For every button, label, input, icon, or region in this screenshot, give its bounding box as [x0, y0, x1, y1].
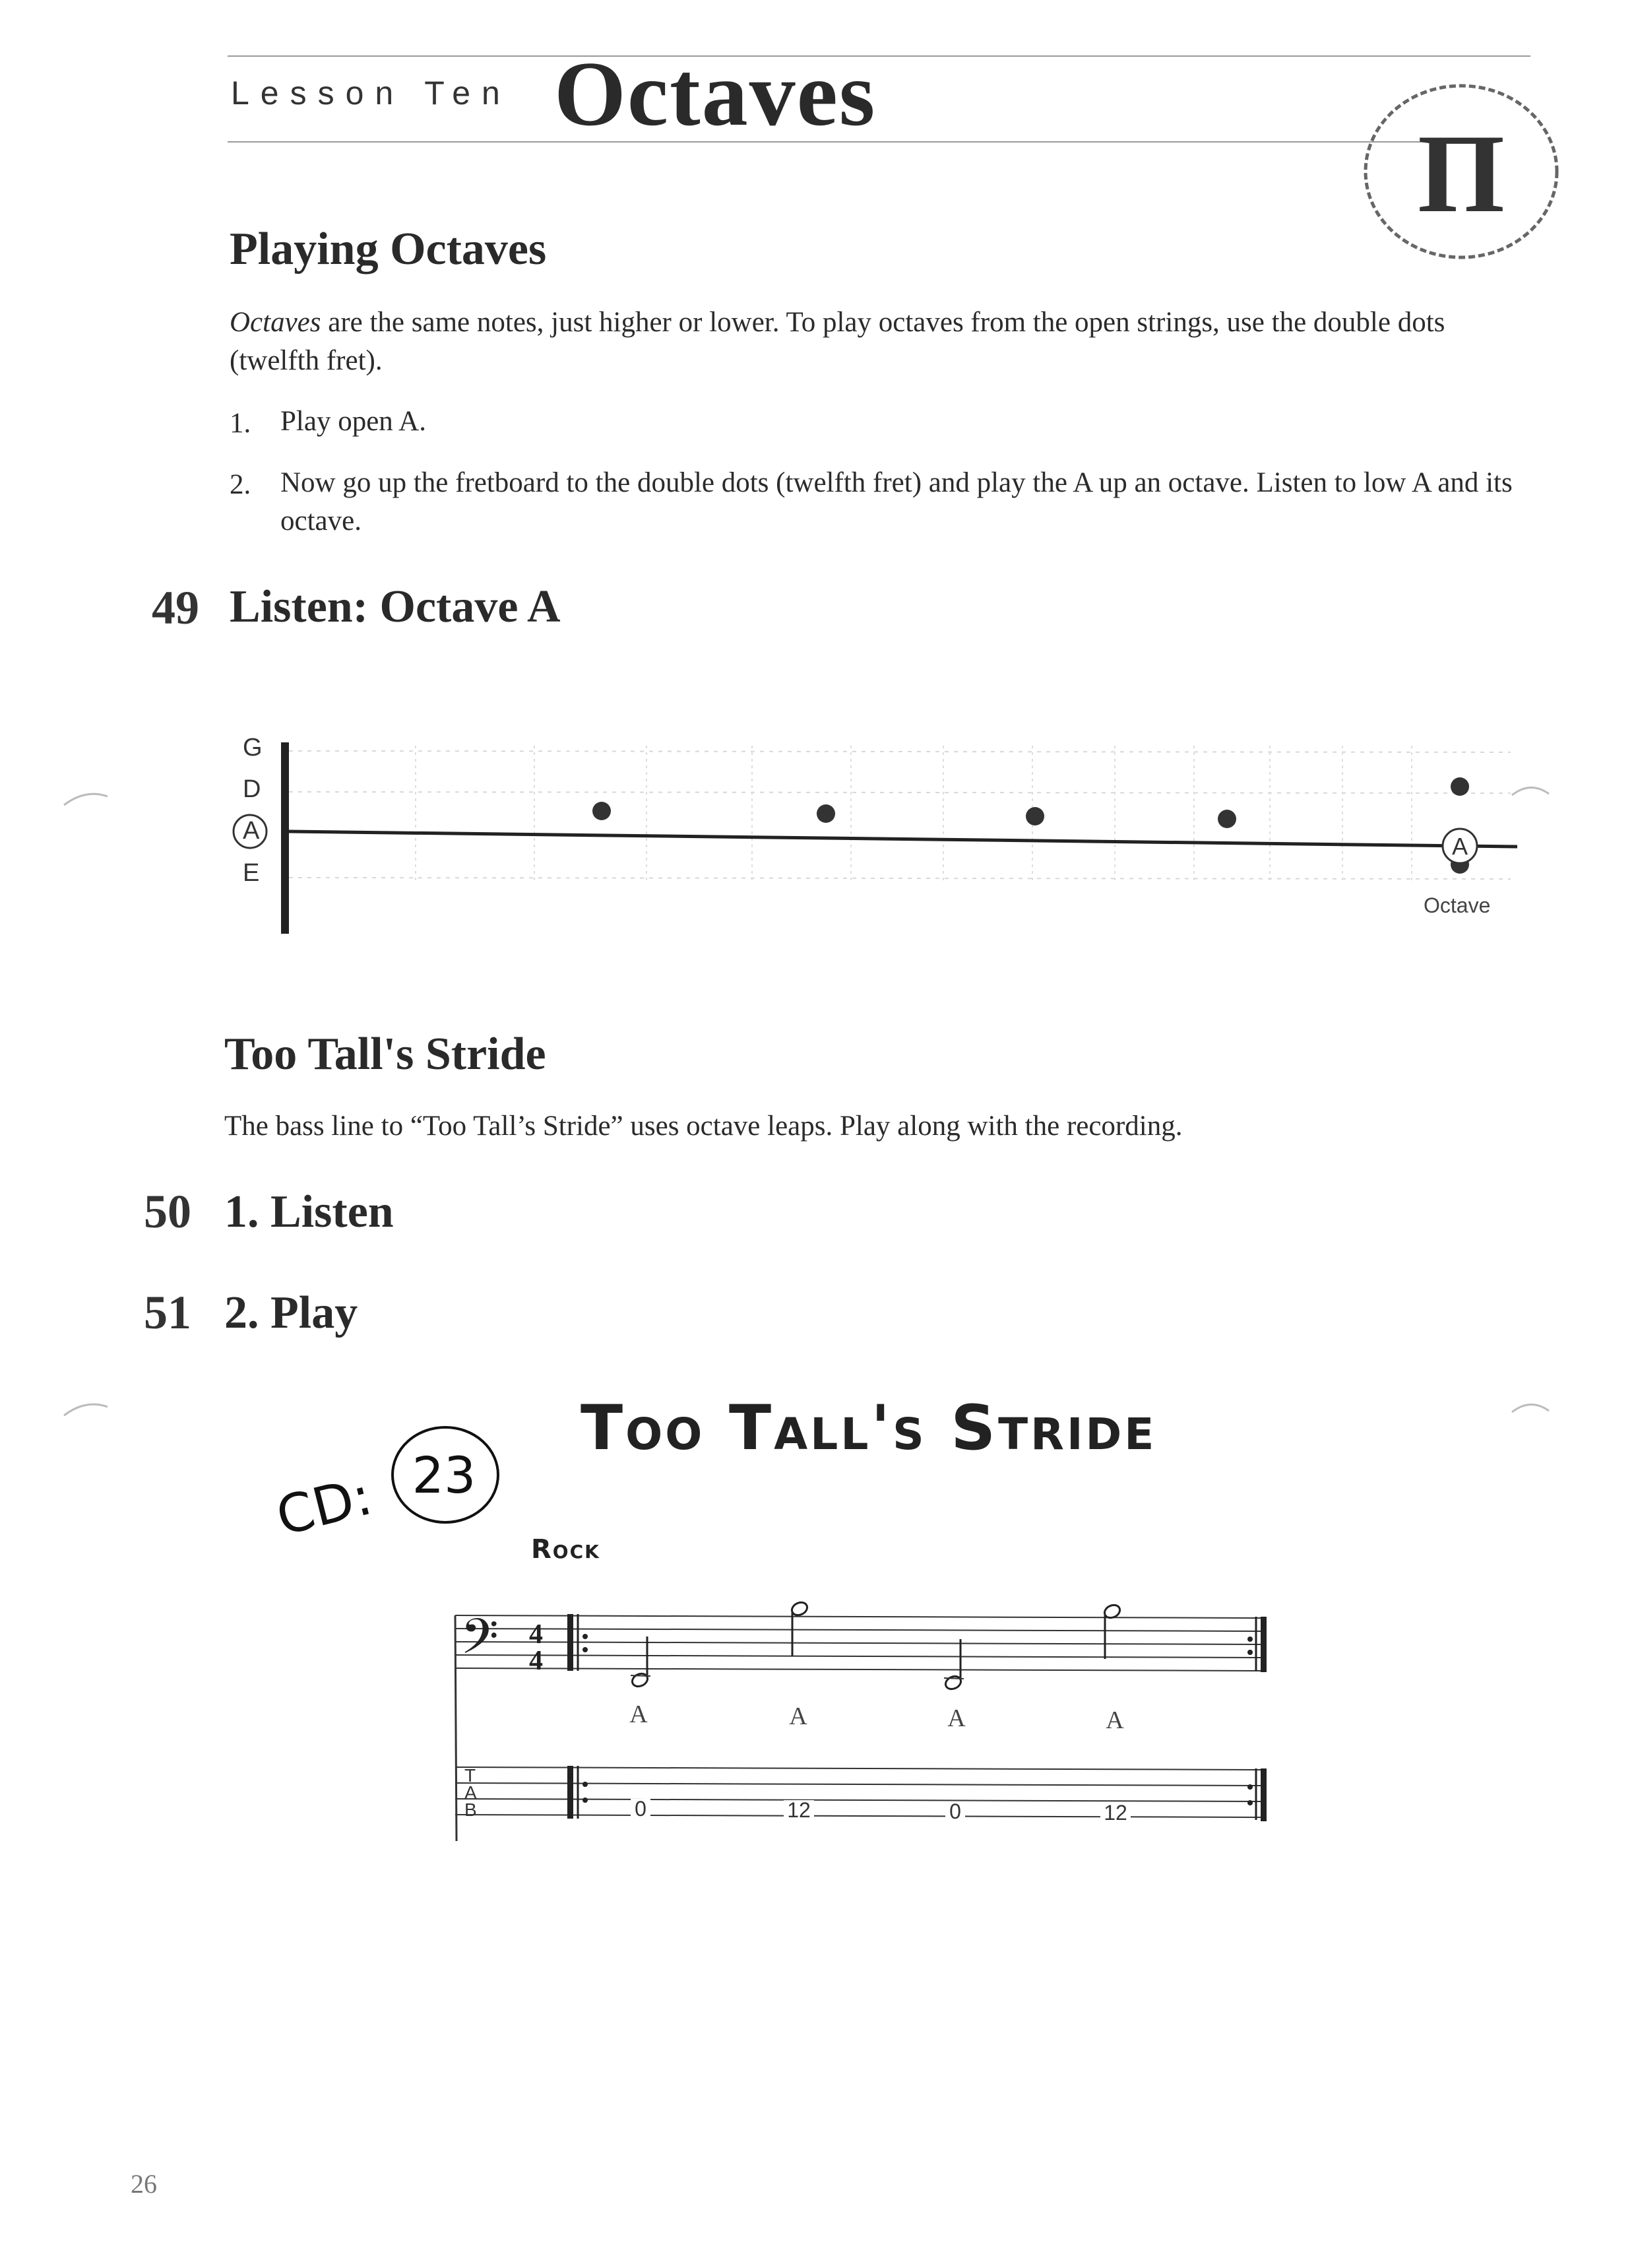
- open-a-circle: [234, 815, 267, 848]
- fret-marker-7: [1026, 807, 1044, 826]
- hole-punch-mark-3: [63, 1399, 109, 1419]
- note-1: [630, 1636, 649, 1689]
- note-2: [790, 1600, 809, 1656]
- octave-label: Octave: [1424, 893, 1491, 917]
- track-50-number: 50: [144, 1185, 191, 1238]
- string-label-e: E: [243, 859, 260, 887]
- tab-letter-a: A: [464, 1782, 477, 1803]
- music-notation: [449, 1584, 1286, 1881]
- step-1-text: Play open A.: [280, 406, 426, 437]
- note-name-3: A: [947, 1704, 966, 1732]
- fretboard-diagram: [224, 726, 1537, 937]
- hole-punch-mark-4: [1511, 1399, 1550, 1419]
- track-49-title: Listen: Octave A: [230, 581, 561, 632]
- nut: [281, 742, 289, 934]
- lesson-badge-glyph: П: [1417, 112, 1505, 236]
- note-name-1: A: [629, 1701, 648, 1728]
- cd-number: 23: [412, 1446, 476, 1505]
- track-51-title: 2. Play: [224, 1287, 358, 1338]
- octaves-intro-italic: Octaves: [230, 307, 321, 338]
- end-repeat-bar: [1261, 1617, 1267, 1672]
- tab-number-2: 12: [787, 1798, 811, 1822]
- start-repeat-bar: [567, 1614, 573, 1671]
- note-3: [943, 1639, 962, 1691]
- track-50-title: 1. Listen: [224, 1186, 394, 1237]
- track-49-number: 49: [152, 581, 199, 634]
- lesson-label: Lesson Ten: [231, 75, 511, 112]
- step-2-text: Now go up the fretboard to the double dots (twelfth fret) and play the A up an octave. Listen to low A and its octave.: [280, 467, 1513, 536]
- stride-body-text: The bass line to “Too Tall’s Stride” uses octave leaps. Play along with the recording.: [224, 1111, 1183, 1142]
- step-1-number: 1.: [230, 408, 251, 439]
- string-label-d: D: [243, 775, 261, 803]
- octave-a-note: A: [1451, 833, 1468, 860]
- cd-number-circle: [386, 1419, 505, 1531]
- lesson-title: Octaves: [554, 43, 877, 145]
- handwritten-cd-note: CD:: [270, 1465, 378, 1548]
- note-name-4: A: [1106, 1706, 1124, 1734]
- tab-letter-t: T: [464, 1765, 476, 1786]
- tab-number-3: 0: [949, 1799, 961, 1823]
- time-sig-bottom: 4: [529, 1646, 543, 1676]
- hole-punch-mark-1: [63, 789, 109, 808]
- tab-number-1: 0: [635, 1797, 646, 1821]
- tab-letter-b: B: [464, 1799, 477, 1820]
- fret-marker-5: [817, 804, 835, 823]
- note-name-2: A: [789, 1702, 807, 1730]
- octaves-intro-text: are the same notes, just higher or lower. To play octaves from the open strings, use the double dots (twelfth fret).: [230, 307, 1445, 376]
- song-title: Too Tall's Stride: [581, 1392, 1157, 1464]
- too-talls-stride-heading: Too Tall's Stride: [224, 1029, 546, 1080]
- bass-clef-icon: 𝄢: [460, 1608, 499, 1677]
- fret-marker-9: [1218, 810, 1236, 828]
- fret-marker-3: [592, 802, 611, 820]
- tab-number-4: 12: [1104, 1801, 1127, 1825]
- track-51-number: 51: [144, 1286, 191, 1339]
- time-sig-top: 4: [529, 1619, 543, 1650]
- header-top-rule: [228, 55, 1530, 57]
- hole-punch-mark-2: [1511, 782, 1550, 802]
- octaves-intro-paragraph: [230, 304, 1483, 380]
- lesson-badge: [1356, 73, 1567, 271]
- string-label-a: A: [243, 817, 260, 845]
- page-number: 26: [131, 2169, 157, 2199]
- fret-marker-12-upper: [1451, 777, 1469, 796]
- string-label-g: G: [243, 734, 263, 761]
- a-string-line: [289, 831, 1517, 847]
- playing-octaves-heading: Playing Octaves: [230, 224, 547, 275]
- step-2-number: 2.: [230, 469, 251, 500]
- style-marking: Rock: [531, 1534, 600, 1565]
